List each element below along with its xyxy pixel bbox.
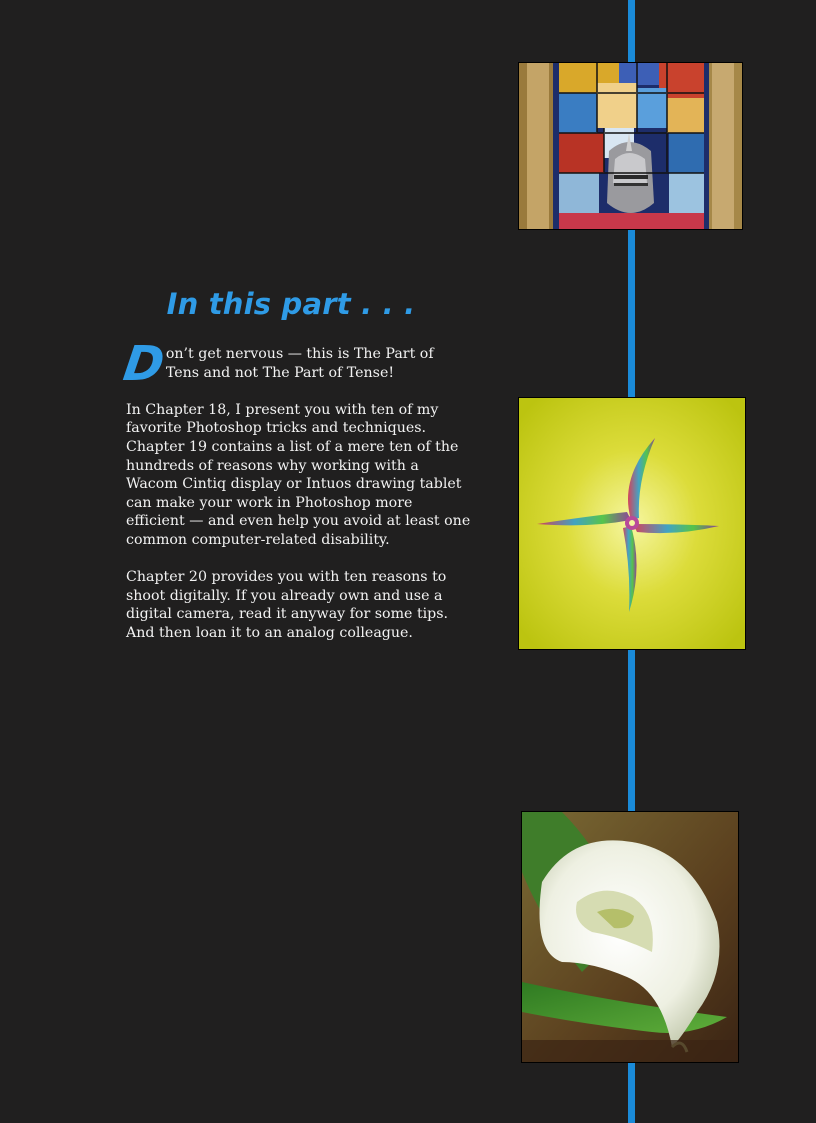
section-heading: In this part . . . [166,287,416,321]
intro-paragraph [120,336,471,392]
calla-lily-photo [522,812,738,1062]
stained-glass-photo [519,63,742,229]
body-text [120,336,471,661]
body-paragraph: Chapter 20 provides you with ten reasons to shoot digitally. If you already own and use a digital camera, read it anyway for some tips. And then loan it to an analog colleague. [126,569,449,641]
intro-text: on’t get nervous — this is The Part of Tens and not The Part of Tense! [165,346,434,381]
fractal-pinwheel-photo [519,398,745,649]
body-paragraph: In Chapter 18, I present you with ten of my favorite Photoshop tricks and techniques. Chapter 19 contains a list of a mere ten of the hundreds of reasons why working with a Wacom Cintiq display or Intuos drawing tablet can make your work in Photoshop more efficient — and even help you avoid at least one common computer-related disability. [126,401,471,548]
drop-cap-letter: D [120,336,168,392]
